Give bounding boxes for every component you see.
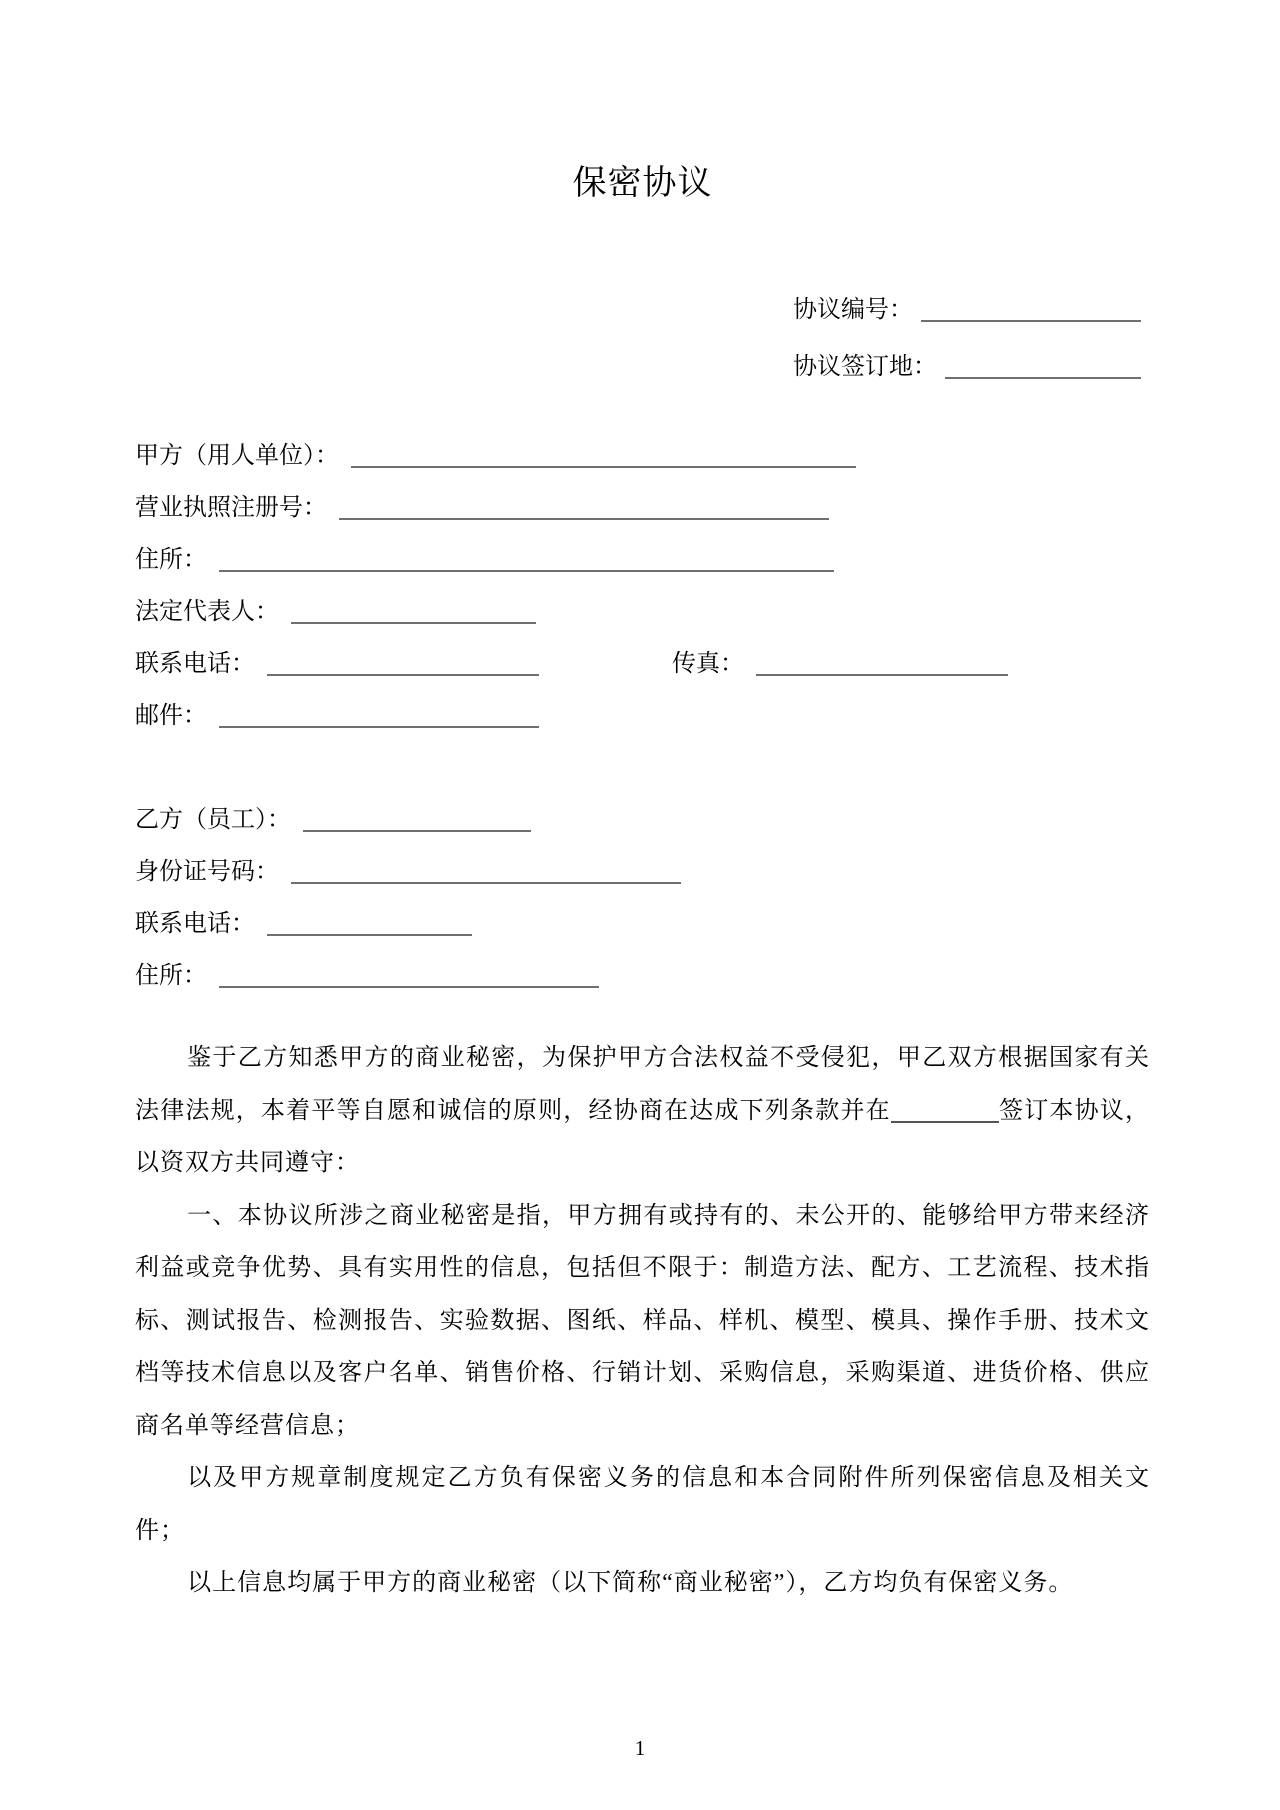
party-a-phone-blank[interactable]: [267, 650, 539, 676]
party-a-phone-label: 联系电话：: [135, 651, 255, 677]
agreement-number-blank[interactable]: [921, 296, 1141, 322]
party-b-phone-label: 联系电话：: [135, 911, 255, 937]
party-a-name-label: 甲方（用人单位）：: [135, 443, 339, 469]
party-b-id-row: [135, 846, 1150, 898]
agreement-number-label: 协议编号：: [793, 297, 913, 323]
party-a-section: [135, 430, 1150, 742]
party-a-email-label: 邮件：: [135, 703, 207, 729]
party-a-license-blank[interactable]: [339, 494, 829, 520]
party-a-representative-blank[interactable]: [291, 598, 536, 624]
party-b-address-label: 住所：: [135, 963, 207, 989]
party-b-section: [135, 794, 1150, 1002]
party-a-representative-label: 法定代表人：: [135, 599, 279, 625]
agreement-place-row: [793, 339, 1150, 396]
party-a-fax-label: 传真：: [672, 651, 744, 677]
party-a-address-blank[interactable]: [219, 546, 834, 572]
party-b-phone-blank[interactable]: [267, 910, 472, 936]
party-a-address-row: [135, 534, 1150, 586]
party-a-address-label: 住所：: [135, 547, 207, 573]
party-b-name-label: 乙方（员工）：: [135, 807, 291, 833]
paragraph-clause-1c: 以上信息均属于甲方的商业秘密（以下简称“商业秘密”），乙方均负有保密义务。: [187, 1570, 1074, 1596]
party-a-fax-blank[interactable]: [756, 650, 1008, 676]
party-a-name-blank[interactable]: [351, 442, 856, 468]
party-b-id-blank[interactable]: [291, 858, 681, 884]
party-a-email-blank[interactable]: [219, 702, 539, 728]
party-a-name-row: [135, 430, 1150, 482]
party-a-email-row: [135, 690, 1150, 742]
document-title: 保密协议: [572, 165, 713, 202]
agreement-place-blank[interactable]: [945, 353, 1141, 379]
agreement-number-row: [793, 282, 1150, 339]
party-b-name-blank[interactable]: [303, 806, 531, 832]
agreement-meta-block: [135, 282, 1150, 396]
agreement-place-label: 协议签订地：: [793, 354, 937, 380]
paragraph-recitals: [135, 1032, 1150, 1190]
party-b-name-row: [135, 794, 1150, 846]
recitals-text-after: 签订本协议，以资双方共同遵守：: [135, 1097, 1151, 1176]
page-number: 1: [634, 1736, 646, 1760]
paragraph-clause-1: 一、本协议所涉之商业秘密是指，甲方拥有或持有的、未公开的、能够给甲方带来经济利益或竞争优势、具有实用性的信息，包括但不限于：制造方法、配方、工艺流程、技术指标、测试报告、检测报告、实验数据、图纸、样品、样机、模型、模具、操作手册、技术文档等技术信息以及客户名单、销售价格、行销计划、采购信息，采购渠道、进货价格、供应商名单等经营信息；: [135, 1202, 1150, 1439]
party-b-address-blank[interactable]: [219, 962, 599, 988]
signing-place-inline-blank[interactable]: [891, 1097, 999, 1123]
party-a-license-row: [135, 482, 1150, 534]
recitals-text-before: 鉴于乙方知悉甲方的商业秘密，为保护甲方合法权益不受侵犯，甲乙双方根据国家有关法律法规，本着平等自愿和诚信的原则，经协商在达成下列条款并在: [135, 1045, 1150, 1124]
paragraph-clause-1b: 以及甲方规章制度规定乙方负有保密义务的信息和本合同附件所列保密信息及相关文件；: [135, 1465, 1150, 1544]
party-b-id-label: 身份证号码：: [135, 859, 279, 885]
agreement-body: [135, 1032, 1150, 1610]
party-b-address-row: [135, 950, 1150, 1002]
party-a-phone-fax-row: [135, 638, 1150, 690]
party-a-representative-row: [135, 586, 1150, 638]
party-a-license-label: 营业执照注册号：: [135, 495, 327, 521]
party-b-phone-row: [135, 898, 1150, 950]
